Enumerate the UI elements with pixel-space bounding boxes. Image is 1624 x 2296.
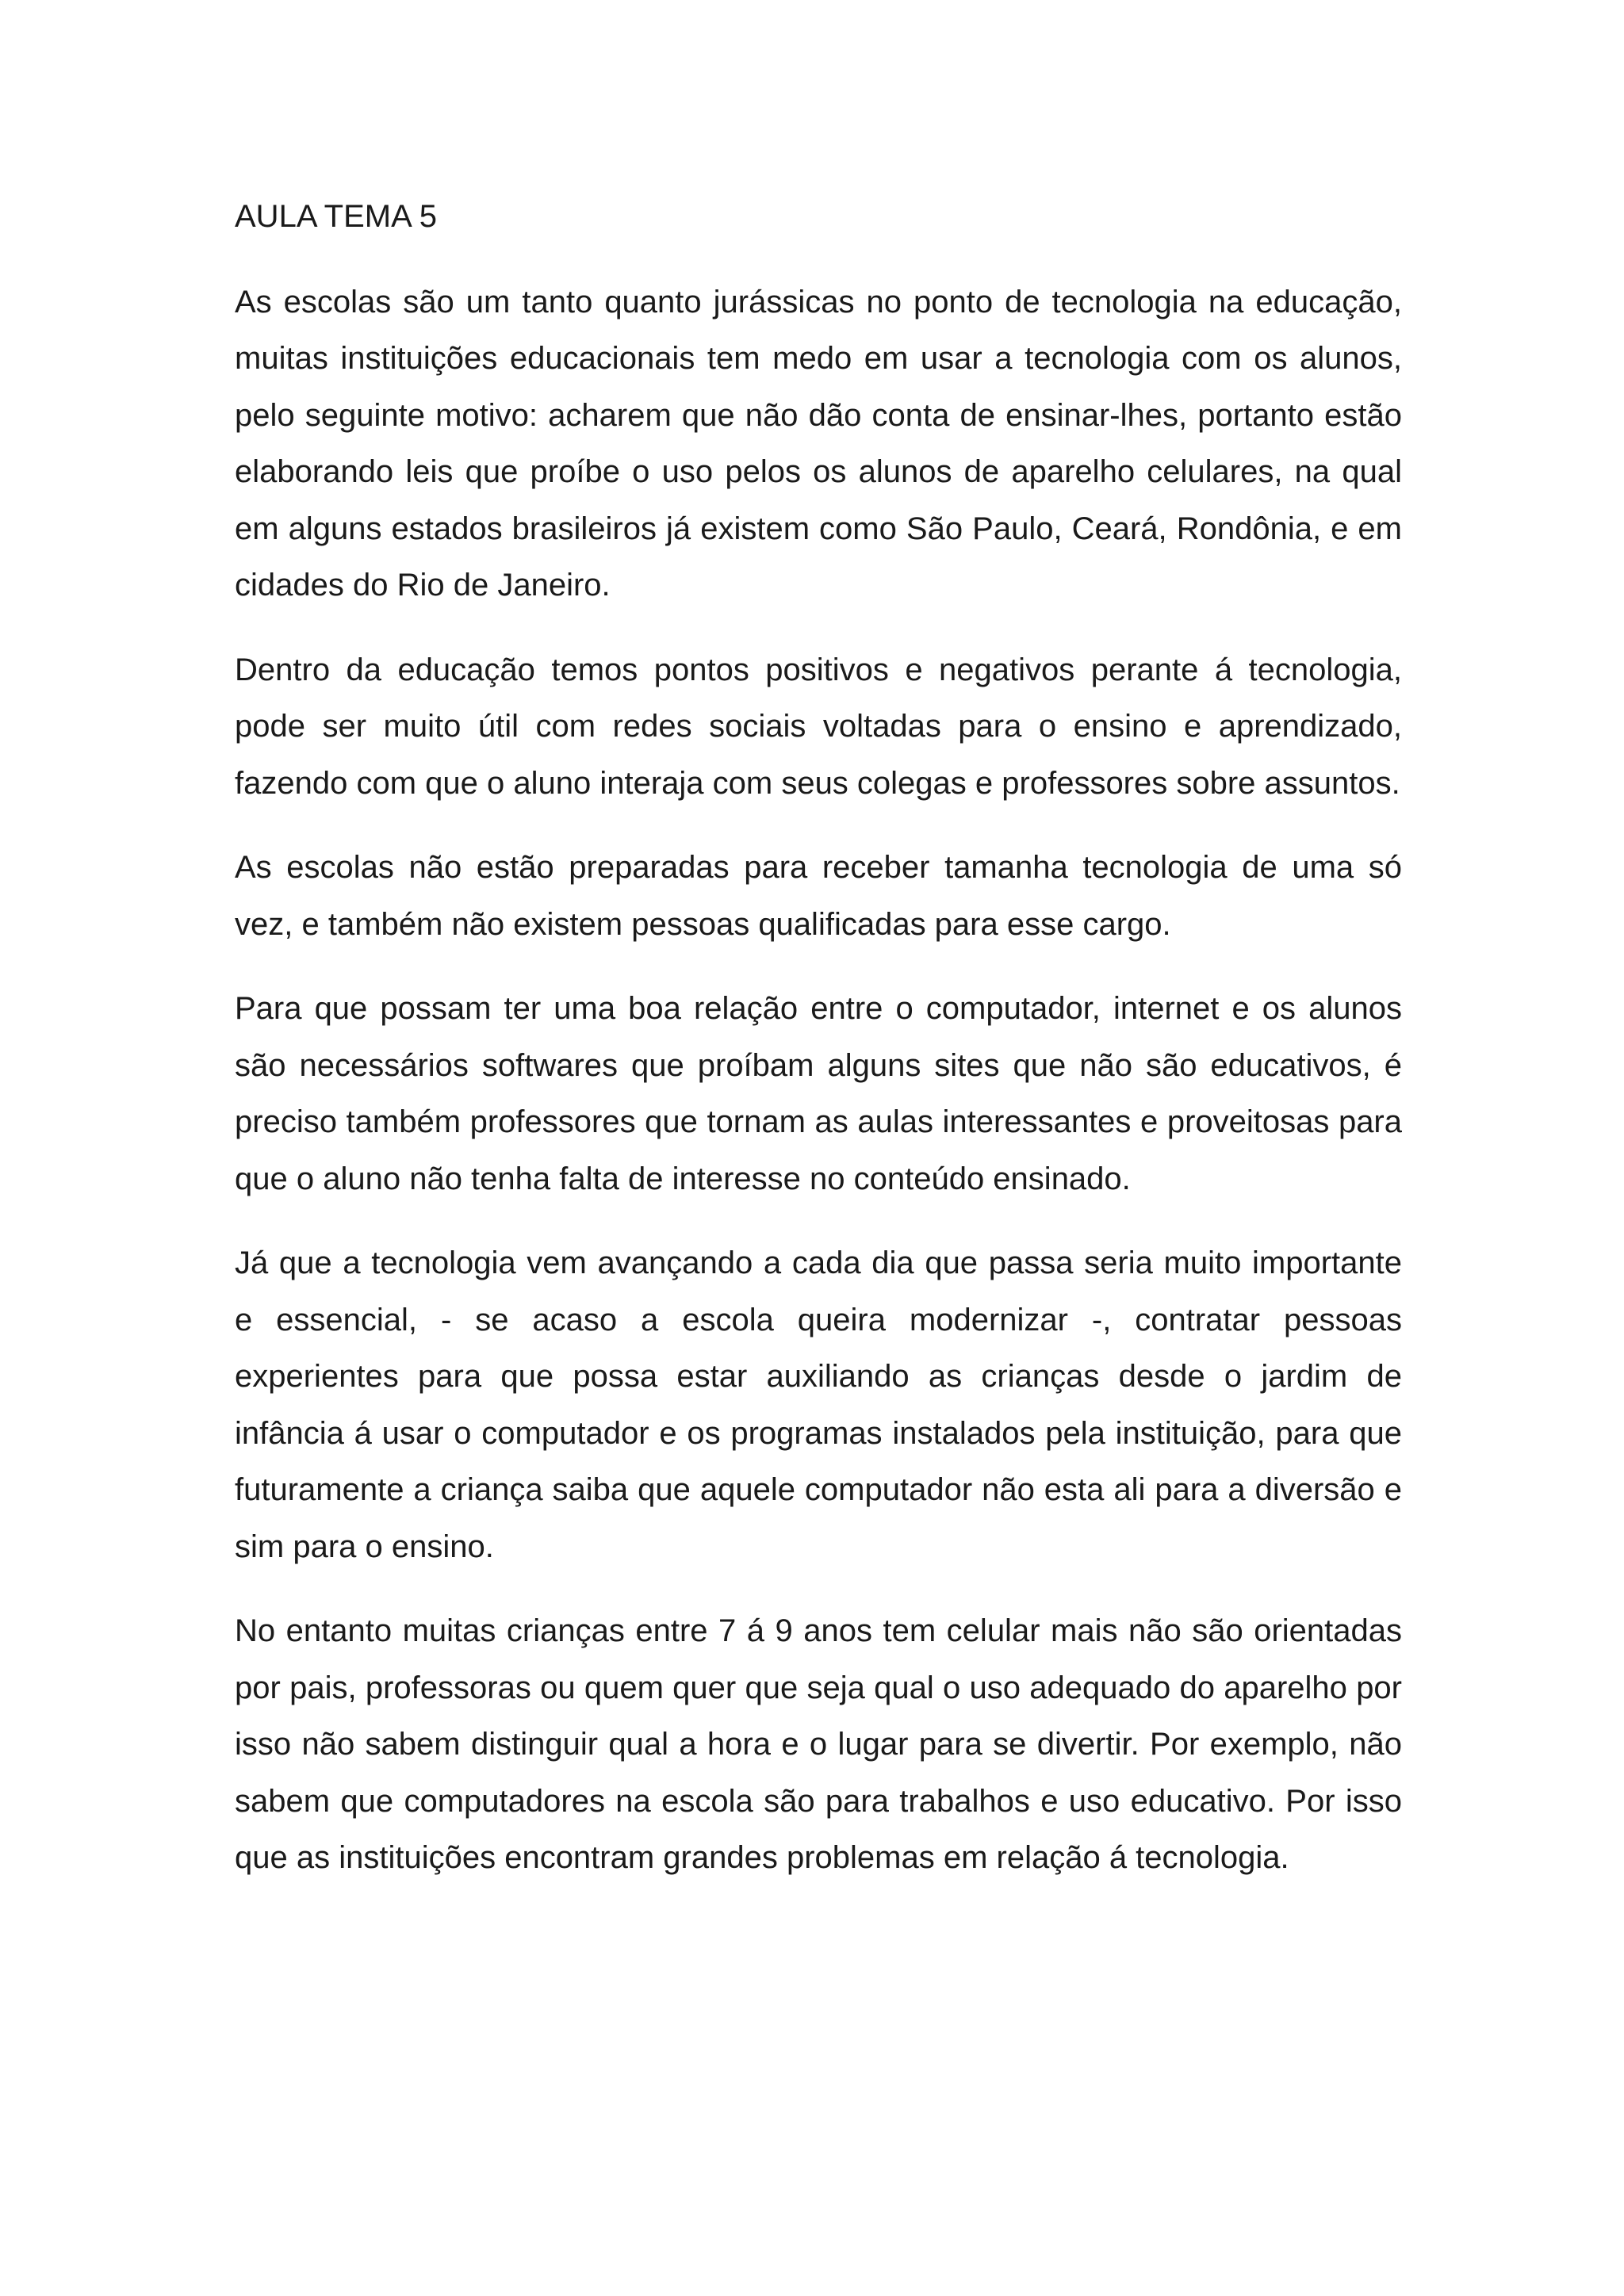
paragraph-3: As escolas não estão preparadas para receber tamanha tecnologia de uma só vez, e também não existem pessoas qualificadas para esse cargo. bbox=[235, 850, 1402, 942]
paragraph-1: As escolas são um tanto quanto jurássicas no ponto de tecnologia na educação, muitas instituições educacionais tem medo em usar a tecnologia com os alunos, pelo seguinte motivo: acharem que não dão conta de ensinar-lhes, portanto estão elaborando leis que proíbe o uso pelos os alunos de aparelho celulares, na qual em alguns estados brasileiros já existem como São Paulo, Ceará, Rondônia, e em cidades do Rio de Janeiro. bbox=[235, 284, 1402, 603]
paragraph-4: Para que possam ter uma boa relação entre o computador, internet e os alunos são necessários softwares que proíbam alguns sites que não são educativos, é preciso também professores que tornam as aulas interessantes e proveitosas para que o aluno não tenha falta de interesse no conteúdo ensinado. bbox=[235, 991, 1402, 1196]
document-body bbox=[235, 189, 1402, 1915]
document-title: AULA TEMA 5 bbox=[235, 199, 437, 234]
paragraph-5: Já que a tecnologia vem avançando a cada dia que passa seria muito importante e essencial, - se acaso a escola queira modernizar -, contratar pessoas experientes para que possa estar auxiliando as crianças desde o jardim de infância á usar o computador e os programas instalados pela instituição, para que futuramente a criança saiba que aquele computador não esta ali para a diversão e sim para o ensino. bbox=[235, 1246, 1402, 1564]
paragraph-6: No entanto muitas crianças entre 7 á 9 anos tem celular mais não são orientadas por pais, professoras ou quem quer que seja qual o uso adequado do aparelho por isso não sabem distinguir qual a hora e o lugar para se divertir. Por exemplo, não sabem que computadores na escola são para trabalhos e uso educativo. Por isso que as instituições encontram grandes problemas em relação á tecnologia. bbox=[235, 1613, 1402, 1875]
paragraph-2: Dentro da educação temos pontos positivos e negativos perante á tecnologia, pode ser muito útil com redes sociais voltadas para o ensino e aprendizado, fazendo com que o aluno interaja com seus colegas e professores sobre assuntos. bbox=[235, 652, 1402, 801]
